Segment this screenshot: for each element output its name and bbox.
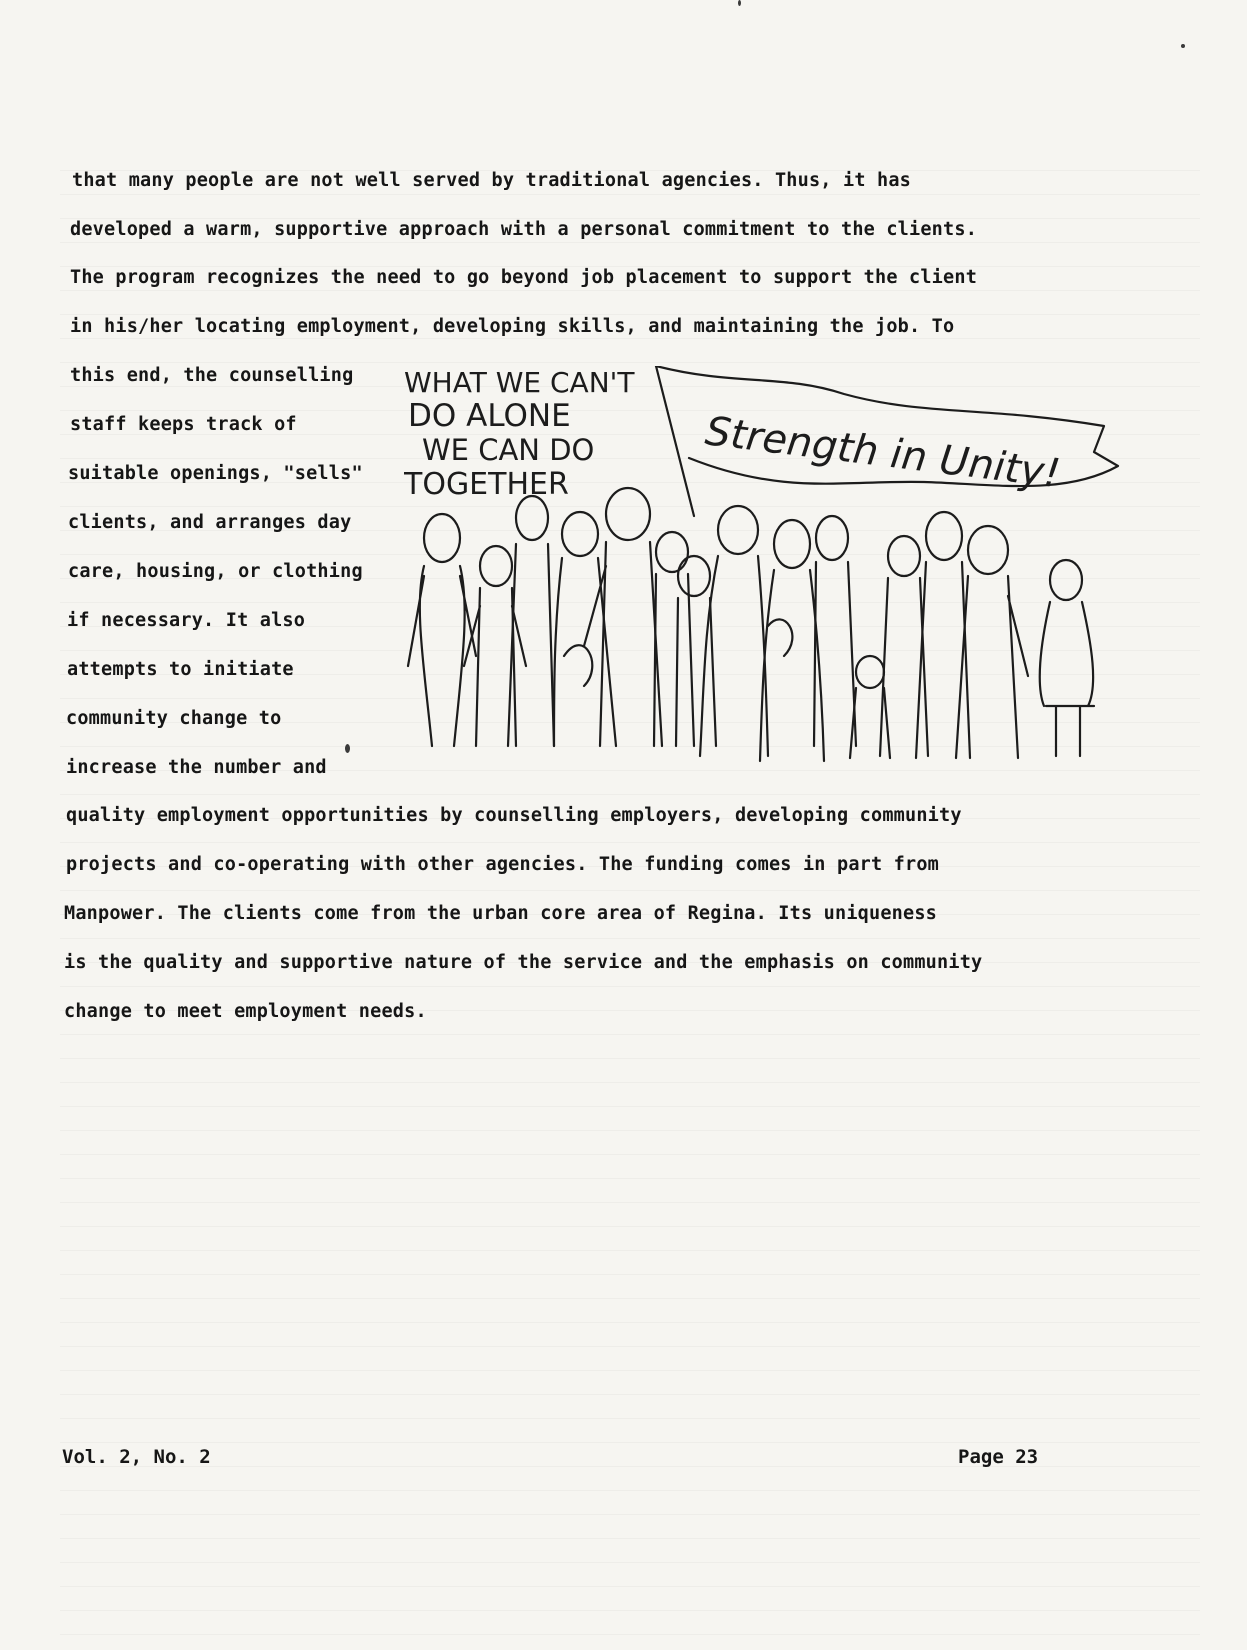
body-line: change to meet employment needs. [64, 1001, 427, 1022]
slogan-line: WE CAN DO [422, 433, 595, 467]
ink-speck [345, 744, 350, 753]
body-line: that many people are not well served by traditional agencies. Thus, it has [72, 170, 912, 191]
body-line: community change to [66, 708, 282, 729]
body-line: Manpower. The clients come from the urban core area of Regina. Its uniqueness [64, 903, 938, 924]
body-line: developed a warm, supportive approach with a personal commitment to the clients. [70, 219, 978, 240]
ink-speck [738, 0, 741, 6]
page-number: Page 23 [958, 1446, 1039, 1468]
body-line: clients, and arranges day [68, 512, 352, 533]
body-line: staff keeps track of [70, 414, 297, 435]
illustration-svg [404, 366, 1164, 806]
slogan-group [404, 366, 635, 502]
body-line: in his/her locating employment, developing skills, and maintaining the job. To [70, 316, 955, 337]
body-line: attempts to initiate [67, 659, 294, 680]
ink-speck [1181, 44, 1185, 48]
unity-illustration [404, 366, 1164, 806]
body-line: is the quality and supportive nature of the service and the emphasis on community [64, 952, 983, 973]
banner-text: Strength in Unity! [702, 408, 1063, 498]
body-line: projects and co-operating with other agencies. The funding comes in part from [66, 854, 940, 875]
slogan-line: DO ALONE [408, 398, 571, 434]
body-line: if necessary. It also [67, 610, 306, 631]
crowd-figures [408, 488, 1094, 761]
volume-number: Vol. 2, No. 2 [62, 1446, 211, 1468]
body-line: quality employment opportunities by counselling employers, developing community [66, 805, 962, 826]
body-line: suitable openings, "sells" [68, 463, 363, 484]
slogan-line: TOGETHER [404, 467, 569, 502]
body-line: care, housing, or clothing [68, 561, 363, 582]
body-line: increase the number and [66, 757, 327, 778]
slogan-line: WHAT WE CAN'T [404, 366, 635, 399]
body-line: this end, the counselling [70, 365, 354, 386]
body-line: The program recognizes the need to go beyond job placement to support the client [70, 267, 978, 288]
